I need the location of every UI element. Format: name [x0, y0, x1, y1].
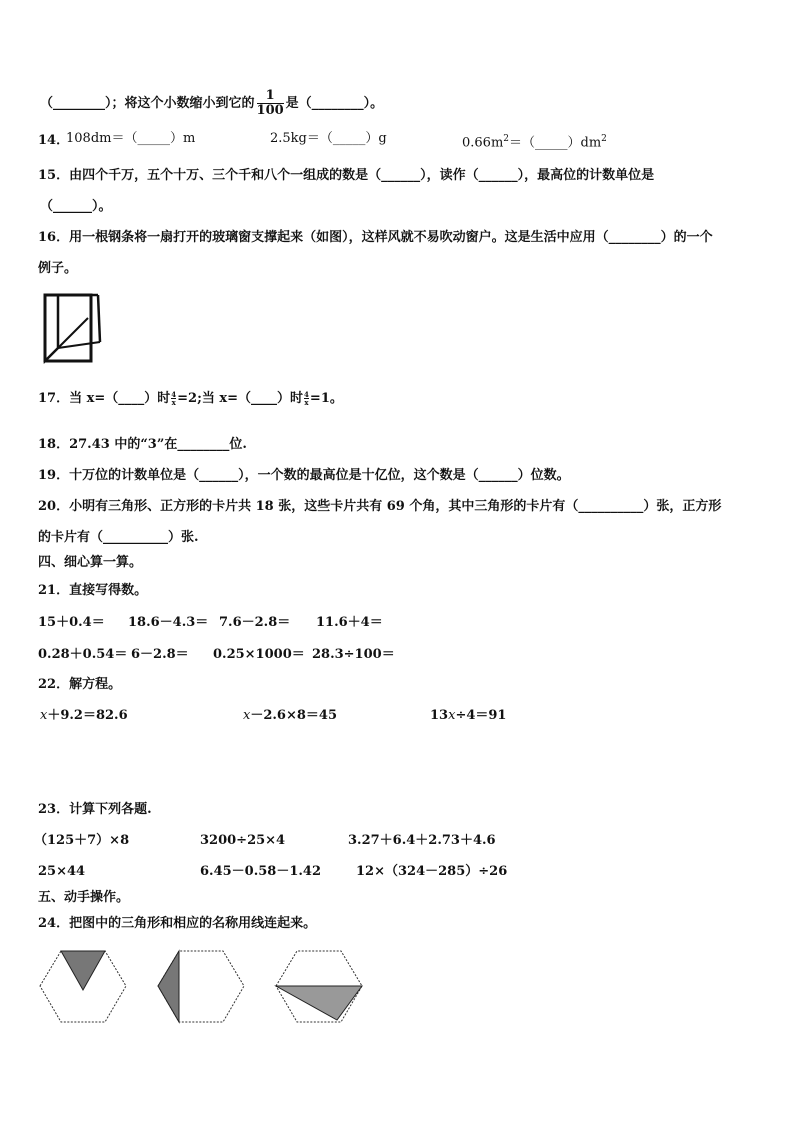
q19-line: 19．十万位的计数单位是（______），一个数的最高位是十亿位，这个数是（______）位数。: [38, 468, 570, 483]
fraction-4-over-x: $\frac{4}{x}$: [171, 390, 177, 407]
q23-r2c3: 12×（324－285）÷26: [356, 864, 508, 879]
q23-r2c1: 25×44: [38, 864, 86, 879]
q23-r1c2: 3200÷25×4: [200, 833, 286, 848]
q14-part-a: 108dm＝（_____）m: [66, 131, 196, 146]
q20-line2: 的卡片有（__________）张.: [38, 530, 199, 545]
q14-part-c: $0.66m^2=(\_\_\_\_\_)dm^2$: [462, 134, 607, 151]
q21-title: 21．直接写得数。: [38, 583, 148, 598]
fraction: $\frac{1}{100}$: [256, 88, 284, 118]
q18-line: 18．27.43 中的“3”在________位.: [38, 437, 247, 452]
q16-line2: 例子。: [38, 261, 78, 276]
q15-line1: 15．由四个千万，五个十万、三个千和八个一组成的数是（______），读作（______），最高位的计数单位是: [38, 168, 655, 183]
q14-number: 14．: [38, 133, 70, 148]
q21-r2c2: 6－2.8＝: [131, 647, 189, 662]
q21-r1c4: 11.6＋4＝: [316, 615, 383, 630]
q16-line1: 16．用一根钢条将一扇打开的玻璃窗支撑起来（如图），这样风就不易吹动窗户。这是生活中应用（________）的一个: [38, 230, 713, 245]
q21-r2c4: 28.3÷100＝: [312, 647, 395, 662]
q23-r1c3: 3.27＋6.4＋2.73＋4.6: [348, 833, 496, 848]
fraction-4-over-x: $\frac{4}{x}$: [304, 390, 309, 407]
q23-r2c2: 6.45－0.58－1.42: [200, 864, 321, 879]
q15-line2: （______）。: [40, 199, 112, 214]
window-figure: [42, 292, 104, 364]
q22-title: 22．解方程。: [38, 677, 122, 692]
q21-r1c2: 18.6－4.3＝: [128, 615, 209, 630]
q22-eq1: x＋9.2＝82.6: [40, 708, 128, 723]
section-5-heading: 五、动手操作。: [38, 890, 130, 905]
answer-blank[interactable]: （________）: [40, 96, 112, 111]
q23-title: 23．计算下列各题.: [38, 802, 152, 817]
q21-r2c3: 0.25×1000＝: [213, 647, 305, 662]
q22-eq2: x－2.6×8＝45: [243, 708, 337, 723]
q21-r1c3: 7.6－2.8＝: [219, 615, 291, 630]
hexagon-figure-1: [38, 948, 128, 1026]
hexagon-figure-2: [156, 948, 246, 1026]
q13-line: （________）；将这个小数缩小到它的 $\frac{1}{100}$ 是（________）。: [40, 88, 384, 118]
q24-title: 24．把图中的三角形和相应的名称用线连起来。: [38, 916, 317, 931]
q23-r1c1: （125＋7）×8: [34, 833, 130, 848]
q22-eq3: 13x÷4＝91: [430, 708, 507, 723]
q21-r2c1: 0.28＋0.54＝: [38, 647, 128, 662]
section-4-heading: 四、细心算一算。: [38, 555, 143, 570]
q17-line: 17．当 x=（____）时 $\frac{4}{x}$ =2;当 x=（____）时 $\frac{4}{x}$ =1。: [38, 390, 343, 407]
hexagon-figure-3: [274, 948, 364, 1026]
q21-r1c1: 15＋0.4＝: [38, 615, 105, 630]
q14-part-b: 2.5kg＝（_____）g: [270, 131, 387, 146]
q20-line1: 20．小明有三角形、正方形的卡片共 18 张，这些卡片共有 69 个角，其中三角形的卡片有（__________）张，正方形: [38, 499, 722, 514]
